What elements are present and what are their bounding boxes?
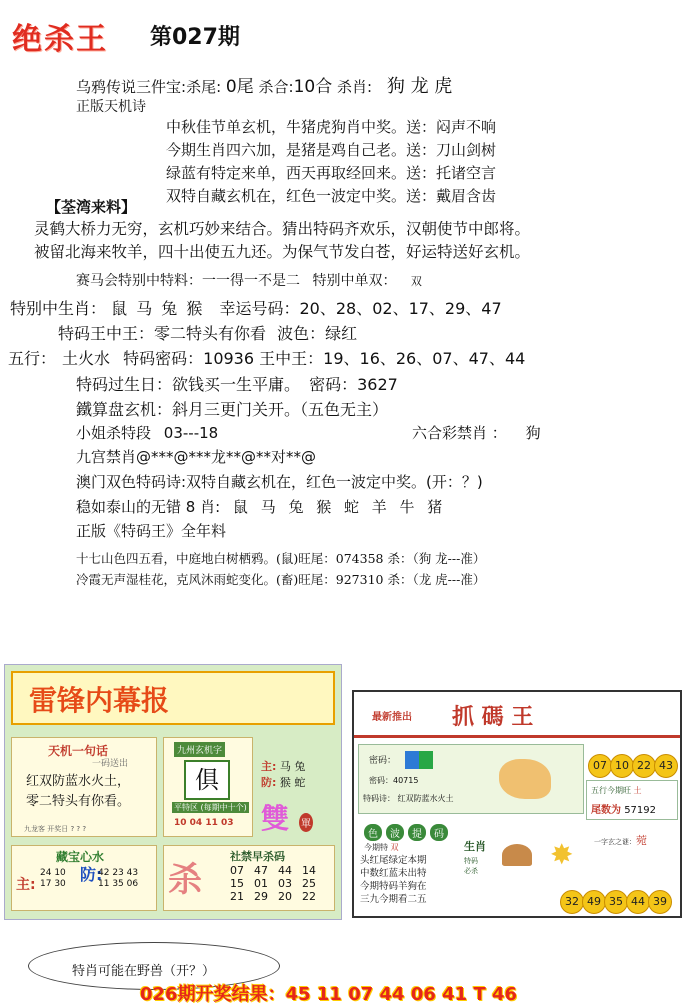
brand-logo: 绝杀王	[12, 22, 108, 57]
tiesuan-line: 鐵算盘玄机：斜月三更门关开。（五色无主）	[76, 400, 389, 419]
jiugong-line: 九宫禁肖@***@***龙**@**对**@	[76, 448, 317, 466]
poem-title: 正版天机诗	[76, 99, 146, 115]
jiuzhou-box	[163, 737, 253, 837]
quanwan-label: 【荃湾来料】	[46, 198, 137, 216]
tianji-box	[11, 737, 157, 837]
birthday-mima-value: 3627	[357, 375, 398, 394]
zhu2-label: 主:	[16, 877, 36, 893]
wuxing-value: 土火水	[62, 349, 111, 368]
cloud-text: 特肖可能在野兽（开？）	[72, 964, 216, 979]
zhuama-tag: 最新推出	[372, 712, 412, 723]
wuxing-box	[586, 780, 678, 820]
shengxiao-line	[10, 296, 502, 319]
zhu-label: 主:	[261, 760, 277, 773]
mima-value: 10936	[203, 349, 255, 368]
liuhe-label: 六合彩禁肖 ：	[412, 424, 507, 442]
shebang-row: 15 01 03 25	[230, 877, 316, 890]
shebang-row: 21 29 20 22	[230, 890, 316, 903]
poem-line: 双特自藏玄机在，红色一波定中奖。送：戴眉含齿	[166, 187, 497, 205]
bose-label: 波色：	[277, 324, 326, 343]
liuhe-value: 狗	[525, 424, 541, 442]
zhu-value: 马 兔	[279, 760, 306, 773]
shuang-char: 雙	[261, 802, 290, 835]
poem-line: 绿蓝有特定来单，西天再取经回来。送：托诸空言	[166, 164, 497, 182]
mima-label: 特码密码：	[123, 349, 204, 368]
danshuang-value: 双	[410, 275, 422, 288]
bose-value: 绿红	[325, 324, 358, 343]
sha-wei-label: 杀尾:	[186, 78, 222, 96]
leifeng-panel	[4, 664, 342, 920]
sha-char: 杀	[168, 860, 202, 900]
zhu-nums	[40, 868, 66, 890]
final-lines	[76, 548, 485, 590]
quanwan-line: 灵鹤大桥力无穷，玄机巧妙来结合。猜出特码齐欢乐，汉朝使节中郎将。	[34, 220, 531, 238]
ball-top: 22	[632, 754, 656, 778]
liuhe-line	[412, 422, 541, 443]
danshuang-label: 特别中单双：	[312, 273, 397, 289]
zhuama-bixi: 特码必杀	[464, 857, 478, 875]
fang2-label: 防:	[80, 865, 103, 884]
leifeng-title: 雷锋内幕报	[29, 684, 170, 717]
weishu: 尾数为 57192	[591, 805, 656, 816]
shebang-row: 07 47 44 14	[230, 864, 316, 877]
shengxiao-value: 鼠 马 兔 猴	[111, 299, 205, 318]
wencuo-label: 稳如泰山的无错 8 肖:	[76, 498, 221, 516]
final-line: 十七山色四五看，中庭地白树栖鸦。(鼠)旺尾：074358 杀：（狗 龙---准）	[76, 551, 486, 566]
zhuama-poem	[360, 854, 427, 906]
sha-xiao: 狗 龙 虎	[386, 76, 453, 97]
sha-xiao-label: 杀肖:	[337, 78, 373, 96]
tema-birthday-line	[76, 372, 398, 395]
cq-tag: 提	[408, 824, 426, 841]
temawang-line	[58, 321, 357, 344]
xiaojie-label: 小姐杀特段	[76, 424, 152, 442]
zhu-num-row: 24 10	[40, 868, 66, 878]
tianji-line: 红双防蓝水火土，	[26, 774, 131, 789]
cq-tag: 色	[364, 824, 382, 841]
ball-top: 07	[588, 754, 612, 778]
shebang-title: 社禁早杀码	[230, 850, 285, 863]
zhuama-tema: 特码诗： 红双防蓝水火土	[363, 794, 454, 803]
cq-tags	[364, 824, 448, 841]
pingte: 平特区	[174, 803, 198, 812]
quanwan-line: 被留北海来牧羊，四十出使五九还。为保气节发白苍，好运特送好玄机。	[34, 243, 531, 261]
zhuama-logo-icon	[405, 751, 433, 769]
jiuzhou-label: 九州玄机字	[174, 742, 225, 757]
poem-line: 中秋佳节单玄机，牛猪虎狗肖中奖。送：闷声不响	[166, 118, 497, 136]
wuxing-val: 土	[633, 786, 642, 795]
jinqi: 今期特 双	[364, 843, 399, 852]
zhu-fang	[261, 759, 305, 791]
shebang-grid	[230, 864, 316, 903]
poem-block	[166, 116, 496, 208]
tiger-icon	[499, 759, 551, 799]
cq-tag: 波	[386, 824, 404, 841]
zhuama-poem-line: 今期特码羊狗在	[360, 881, 427, 892]
xiaojie-value: 03---18	[163, 424, 219, 442]
fang-num-row: 11 35 06	[98, 879, 139, 889]
tianji-foot: 九龙客 开奖日 ? ? ?	[24, 825, 87, 833]
zhuama-mima-code: 密码：40715	[369, 776, 419, 785]
ball-top: 10	[610, 754, 634, 778]
poem-line: 今期生肖四六加，是猪是鸡自己老。送：刀山剑树	[166, 141, 497, 159]
saima-line	[76, 270, 422, 290]
fang-num-row: 42 23 43	[98, 868, 139, 878]
tianji-text	[26, 772, 130, 812]
ball-bottom: 35	[604, 890, 628, 914]
ball-top: 43	[654, 754, 678, 778]
aomen-line: 澳门双色特码诗:双特自藏玄机在，红色一波定中奖。(开：？)	[76, 473, 483, 491]
temawang-text: 特码王中王：零二特头有你看	[58, 324, 267, 343]
quanwan-block	[34, 218, 530, 264]
zhuama-body	[358, 744, 584, 814]
star-icon: ✸	[550, 838, 574, 871]
saima-text: 赛马会特别中特料：一一得一不是二	[76, 273, 300, 289]
tianji-line: 零二特头有你看。	[26, 794, 131, 809]
wencuo-line	[76, 496, 446, 517]
ball-bottom: 39	[648, 890, 672, 914]
final-line: 冷霞无声湿桂花，克风沐雨蛇变化。(畜)旺尾：927310 杀：（龙 虎---准）	[76, 572, 486, 587]
result-line: 026期开奖结果：45 11 07 44 06 41 T 46	[140, 984, 518, 1005]
ball-bottom: 32	[560, 890, 584, 914]
zhuama-shengxiao: 生肖	[464, 840, 486, 853]
sha-he-label: 杀合:	[258, 78, 294, 96]
birthday-mima-label: 密码：	[309, 375, 358, 394]
cq-tag: 码	[430, 824, 448, 841]
wuxing-label-box: 五行今期旺 土	[591, 786, 642, 795]
ball-bottom: 49	[582, 890, 606, 914]
tema-birthday-text: 特码过生日：欲钱买一生平庸。	[76, 375, 301, 394]
pingte-nums: 10 04 11 03	[174, 818, 234, 828]
zhuama-poem-line: 三九今期看二五	[360, 894, 427, 905]
xinshui-title: 藏宝心水	[56, 850, 105, 864]
lucky-label: 幸运号码：	[219, 299, 300, 318]
wzw-value: 19、16、26、07、47、44	[323, 349, 526, 368]
zhuama-title: 抓 碼 王	[452, 704, 534, 730]
xinshui-box	[11, 845, 157, 911]
snail-icon	[502, 844, 532, 866]
dan-char: 單	[299, 813, 313, 832]
full-year-title: 正版《特码王》全年料	[76, 522, 227, 540]
wuxing-line	[8, 346, 525, 369]
sha-he: 10合	[293, 77, 333, 97]
leifeng-title-bar	[11, 671, 335, 725]
pingte-sub: (每期中十个)	[200, 803, 247, 812]
yizi: 一字玄之谜：菀	[594, 834, 647, 847]
lucky-value: 20、28、02、17、29、47	[299, 299, 502, 318]
fang-nums	[98, 868, 138, 890]
wuya-prefix: 乌鸦传说三件宝:	[76, 78, 187, 96]
char1-box: 俱	[184, 760, 230, 800]
tianji-title: 天机一句话	[48, 744, 109, 758]
zhuama-poem-line: 头红尾绿定本期	[360, 855, 427, 866]
zhuama-poem-line: 中数红蓝未出特	[360, 868, 427, 879]
shengxiao-label: 特别中生肖：	[10, 299, 107, 318]
zhu-num-row: 17 30	[40, 879, 66, 889]
zhuama-mima: 密码：	[369, 756, 397, 766]
tianji-sub: 一码送出	[92, 759, 129, 769]
zhuama-header	[354, 692, 680, 738]
shebang-box	[163, 845, 335, 911]
xiaojie-line	[76, 422, 218, 443]
zhuama-panel	[352, 690, 682, 918]
wencuo-value: 鼠 马 兔 猴 蛇 羊 牛 猪	[232, 498, 447, 516]
sha-wei: 0尾	[225, 77, 254, 97]
ball-bottom: 44	[626, 890, 650, 914]
pingte-label	[172, 802, 249, 813]
wuya-line	[76, 72, 452, 98]
fang-value: 猴 蛇	[279, 776, 306, 789]
wzw-label: 王中王：	[259, 349, 324, 368]
fang-label: 防:	[261, 776, 277, 789]
issue-title: 第027期	[150, 25, 240, 50]
wuxing-label: 五行：	[8, 349, 57, 368]
